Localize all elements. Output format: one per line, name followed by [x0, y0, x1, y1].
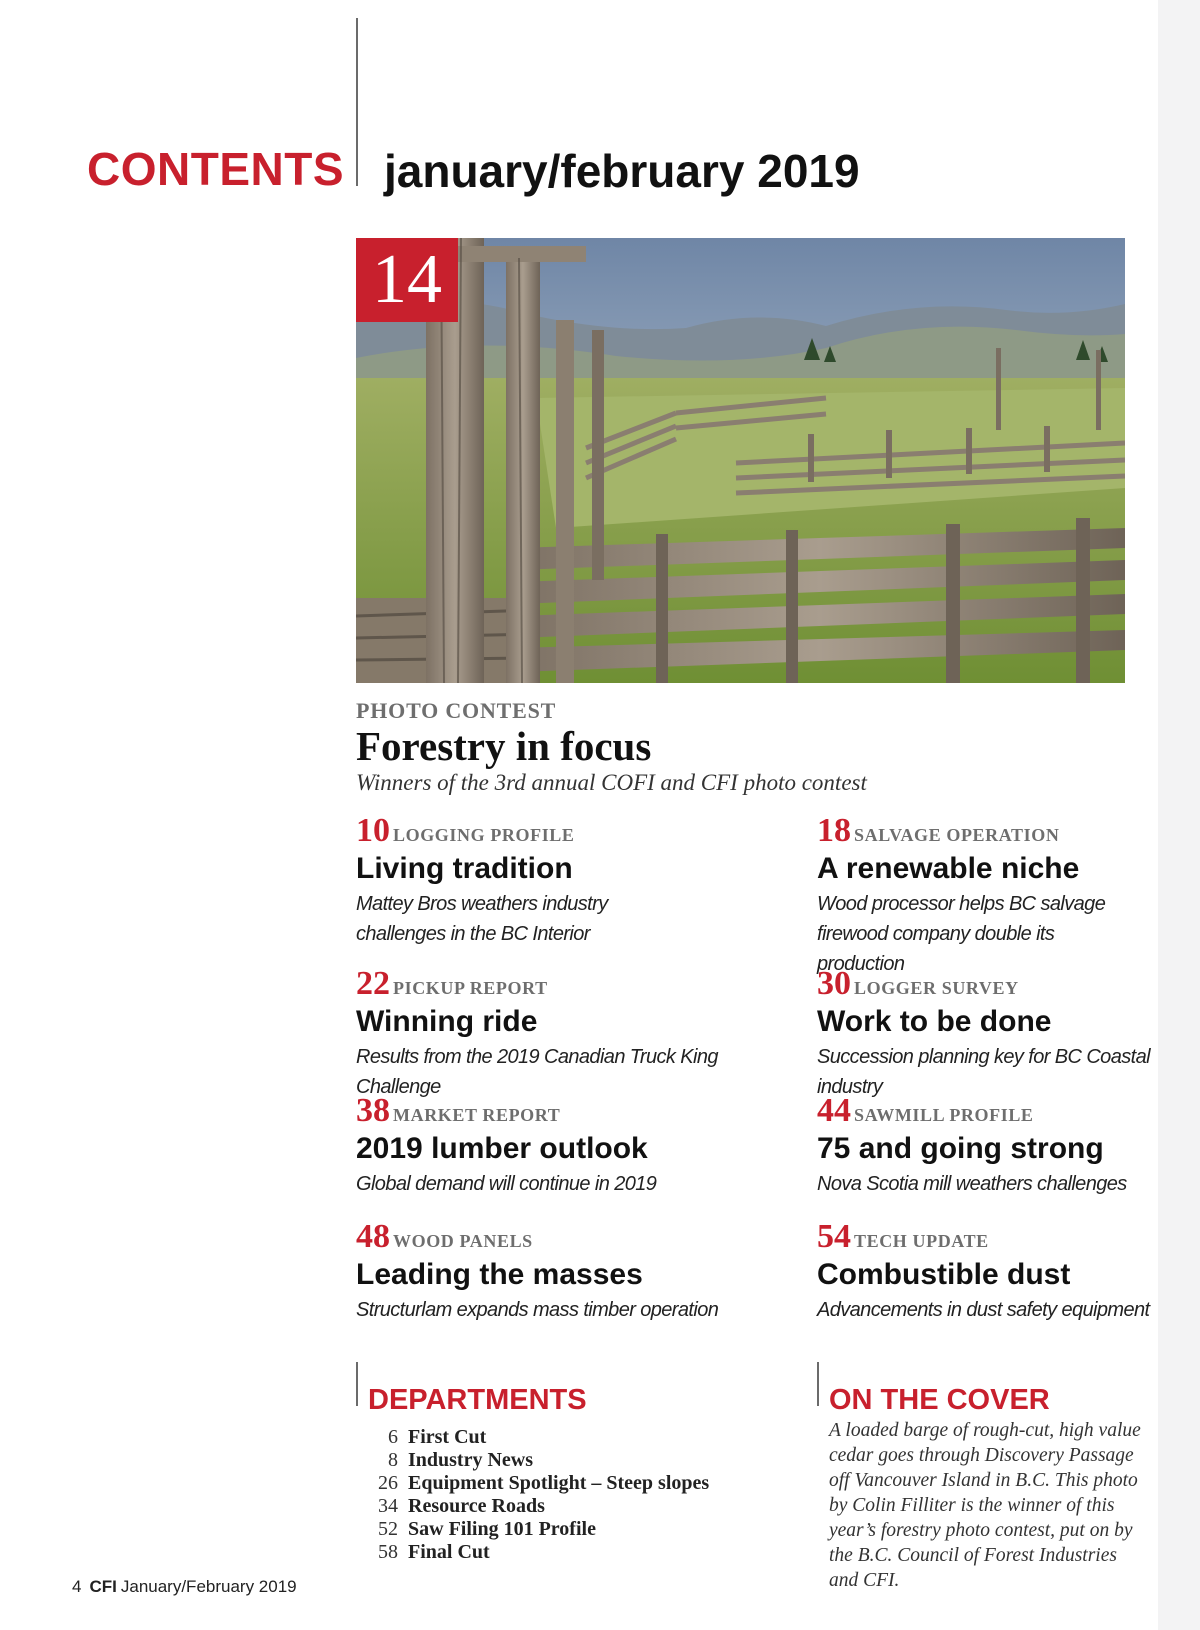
department-page: 34	[378, 1495, 398, 1517]
story-title: Living tradition	[356, 852, 573, 885]
feature-photo	[356, 238, 1125, 683]
department-name: Final Cut	[408, 1541, 490, 1563]
story-category: MARKET REPORT	[393, 1105, 561, 1125]
story-pickup-report[interactable]	[356, 965, 756, 1102]
feature-title[interactable]: Forestry in focus	[356, 723, 652, 769]
page-footer	[72, 1577, 297, 1597]
cover-rule	[817, 1362, 819, 1406]
issue-date: january/february 2019	[384, 145, 860, 197]
story-title: 2019 lumber outlook	[356, 1132, 648, 1165]
story-category: SALVAGE OPERATION	[854, 825, 1060, 845]
story-category: LOGGING PROFILE	[393, 825, 575, 845]
story-logger-survey[interactable]	[817, 965, 1200, 1102]
story-page-number: 30	[817, 965, 851, 1002]
story-subtitle: Results from the 2019 Canadian Truck King Challenge	[356, 1046, 718, 1098]
story-subtitle: Wood processor helps BC salvage firewood company double its production	[817, 893, 1106, 975]
story-page-number: 44	[817, 1092, 851, 1129]
department-name: Industry News	[408, 1449, 534, 1471]
story-category: WOOD PANELS	[393, 1231, 533, 1251]
story-subtitle: Succession planning key for BC Coastal industry	[817, 1046, 1150, 1098]
department-item[interactable]	[368, 1495, 709, 1518]
department-page: 52	[378, 1518, 398, 1540]
story-page-number: 48	[356, 1218, 390, 1255]
story-title: Leading the masses	[356, 1258, 643, 1291]
story-category: PICKUP REPORT	[393, 978, 548, 998]
department-name: First Cut	[408, 1426, 487, 1448]
footer-issue: January/February 2019	[120, 1577, 297, 1596]
departments-list	[368, 1426, 709, 1564]
feature-subtitle: Winners of the 3rd annual COFI and CFI photo contest	[356, 770, 867, 795]
story-wood-panels[interactable]	[356, 1218, 756, 1325]
story-page-number: 22	[356, 965, 390, 1002]
feature-kicker: PHOTO CONTEST	[356, 698, 557, 723]
department-page: 58	[378, 1541, 398, 1563]
story-sawmill-profile[interactable]	[817, 1092, 1200, 1199]
department-page: 6	[388, 1426, 398, 1448]
story-category: TECH UPDATE	[854, 1231, 989, 1251]
story-page-number: 18	[817, 812, 851, 849]
department-item[interactable]	[368, 1449, 709, 1472]
header-divider	[356, 18, 358, 186]
cover-caption: A loaded barge of rough-cut, high value cedar goes through Discovery Passage off Vancouver Island in B.C. This photo by Colin Filliter is the winner of this year’s forestry photo contest, put on by the B.C. Council of Forest Industries and CFI.	[829, 1420, 1141, 1591]
story-title: A renewable niche	[817, 852, 1080, 885]
feature-page-number: 14	[356, 238, 458, 322]
department-name: Resource Roads	[408, 1495, 545, 1517]
story-page-number: 10	[356, 812, 390, 849]
story-subtitle: Nova Scotia mill weathers challenges	[817, 1173, 1127, 1195]
story-title: 75 and going strong	[817, 1132, 1104, 1165]
story-subtitle: Advancements in dust safety equipment	[817, 1299, 1150, 1321]
department-item[interactable]	[368, 1472, 709, 1495]
story-market-report[interactable]	[356, 1092, 756, 1199]
story-subtitle: Mattey Bros weathers industry challenges in the BC Interior	[356, 893, 608, 945]
story-title: Work to be done	[817, 1005, 1052, 1038]
story-salvage-operation[interactable]	[817, 812, 1200, 979]
story-page-number: 38	[356, 1092, 390, 1129]
story-subtitle: Structurlam expands mass timber operation	[356, 1299, 719, 1321]
story-subtitle: Global demand will continue in 2019	[356, 1173, 657, 1195]
department-name: Saw Filing 101 Profile	[408, 1518, 596, 1540]
department-item[interactable]	[368, 1518, 709, 1541]
story-category: LOGGER SURVEY	[854, 978, 1019, 998]
story-logging-profile[interactable]	[356, 812, 756, 949]
department-page: 8	[388, 1449, 398, 1471]
story-title: Winning ride	[356, 1005, 538, 1038]
story-title: Combustible dust	[817, 1258, 1071, 1291]
department-item[interactable]	[368, 1426, 709, 1449]
cover-heading: ON THE COVER	[829, 1384, 1050, 1416]
story-page-number: 54	[817, 1218, 851, 1255]
department-item[interactable]	[368, 1541, 709, 1564]
departments-heading: DEPARTMENTS	[368, 1384, 587, 1416]
departments-rule	[356, 1362, 358, 1406]
footer-page-number: 4	[72, 1577, 82, 1596]
footer-publication: CFI	[89, 1577, 117, 1596]
story-category: SAWMILL PROFILE	[854, 1105, 1034, 1125]
department-name: Equipment Spotlight – Steep slopes	[408, 1472, 710, 1494]
contents-label: CONTENTS	[87, 143, 344, 195]
story-tech-update[interactable]	[817, 1218, 1200, 1325]
department-page: 26	[378, 1472, 398, 1494]
